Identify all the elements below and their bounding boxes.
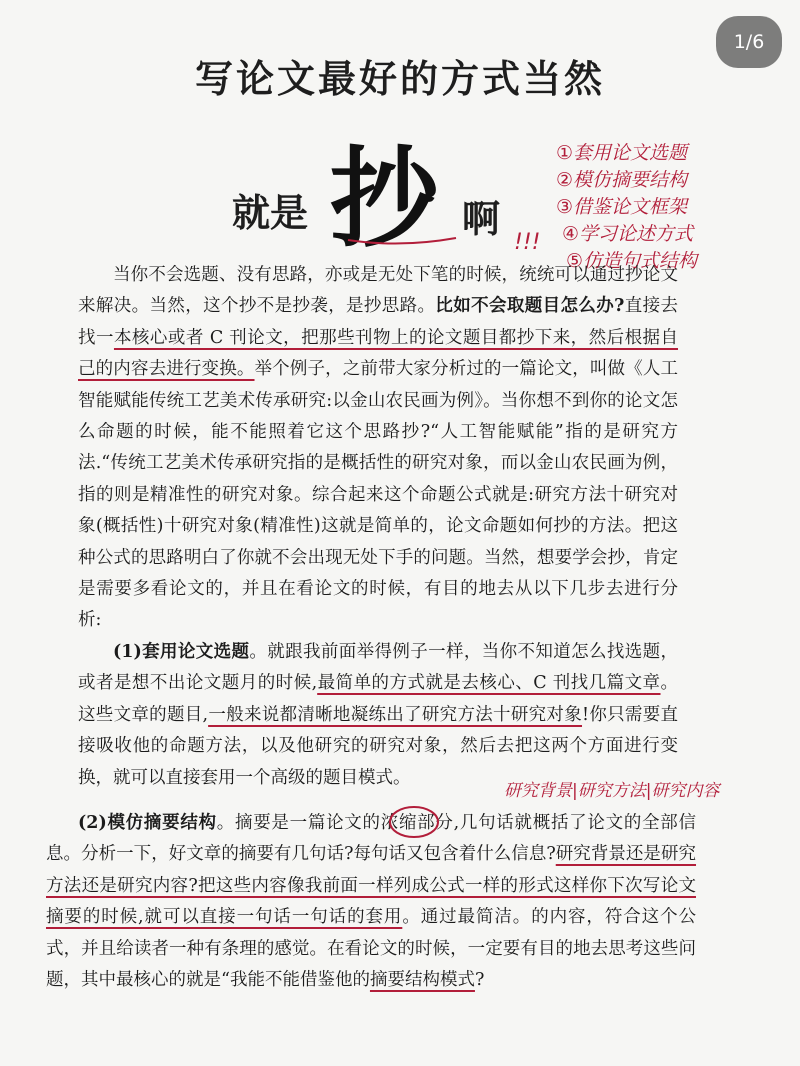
- p1-text-b: 直接去找一: [78, 296, 679, 348]
- p2-text-d: ，然后去把这两个方面进行变换，就可以直接套用一个高级的题目模式。: [78, 736, 678, 788]
- p1-bold-question: 比如不会取题目怎么办?: [435, 296, 625, 317]
- paragraph-3: [46, 808, 696, 996]
- title-big-char: 抄: [330, 137, 439, 262]
- note-item-3: ③借鉴论文框架: [556, 196, 688, 218]
- p2-text-b: 。这些文章的题目,: [78, 673, 679, 725]
- title-line-1: 写论文最好的方式当然: [194, 57, 605, 101]
- p3-heading: (2)模仿摘要结构: [78, 813, 217, 833]
- note-item-5: ⑤仿造句式结构: [566, 250, 698, 272]
- note-item-1: ①套用论文选题: [556, 142, 688, 164]
- margin-note: 研究背景|研究方法|研究内容: [504, 781, 720, 801]
- body-text-2: [46, 808, 696, 996]
- title-suffix: 啊: [462, 197, 501, 241]
- body-text: [78, 260, 678, 794]
- p3-text-b: 。通过最简洁。的内容，符合这个公式，并且给读者一种有条理的感觉。在看论文的时候，一定要有目的地去思考这些问题，其中最核心的就是“我能不能借鉴他的: [46, 907, 696, 991]
- p3-text-a: 。摘要是一篇论文的浓缩部分,几句话就概括了论文的全部信息。分析一下，好文章的摘要有几句话?每句话又包含着什么信息?: [46, 813, 696, 865]
- p1-text-a: 当你不会选题、没有思路，亦或是无处下笔的时候，统统可以通过抄论文来解决。当然，这个抄不是抄袭，是抄思路。: [78, 265, 678, 317]
- note-item-4: ④学习论述方式: [562, 223, 694, 245]
- p3-underlined-2: 摘要结构模式: [369, 970, 475, 991]
- p2-underlined-1: 最简单的方式就是去核心、C 刊找几篇文章: [317, 673, 661, 694]
- paragraph-2: [78, 637, 678, 794]
- p2-text-a: 。就跟我前面举得例子一样，当你不知道怎么找选题，或者是想不出论文题月的时候,: [78, 641, 678, 694]
- p3-underlined-1: 研究背景还是研究方法还是研究内容?把这些内容像我前面一样列成公式一样的形式这样你下次写论文摘要的时候,就可以直接一句话一句话的套用: [46, 844, 697, 928]
- p1-underlined: 本核心或者 C 刊论文，把那些刊物上的论文题目都抄下来，然后根据自己的内容去进行变换。: [78, 327, 679, 380]
- p2-text-c: !你只需要直接吸收他的命题方法，以及他研究的研究对象: [78, 704, 679, 757]
- p3-text-c: ?: [474, 970, 485, 991]
- p2-heading: (1)套用论文选题: [113, 641, 250, 662]
- note-item-2: ②模仿摘要结构: [556, 169, 688, 191]
- p1-text-d: 举个例子，之前带大家分析过的一篇论文，叫做《人工智能赋能传统工艺美术传承研究:以金山农民画为例》。当你想不到你的论文怎么命题的时候，能不能照着它这个思路抄?“人工智能赋能”指的是研究方法.“传统工艺美术传承研究指的是概括性的研究对象，而以金山农民画为例，指的则是精准性的研究对象。综合起来这个命题公式就是:研究方法十研究对象(概括性)十研究对象(精准性)这就是简单的，论文命题如何抄的方法。把这种公式的思路明白了你就不会出现无处下手的问题。当然，想要学会抄，肯定是需要多看论文的，并且在看论文的时候，有目的地去从以下几步去进行分析:: [78, 359, 678, 631]
- p2-underlined-2: 一般来说都清晰地凝练出了研究方法十研究对象: [208, 704, 583, 725]
- page-indicator[interactable]: 1/6: [716, 16, 782, 68]
- paragraph-1: [78, 260, 678, 637]
- note-exclaim: !!!: [514, 230, 541, 255]
- title-prefix: 就是: [232, 191, 309, 235]
